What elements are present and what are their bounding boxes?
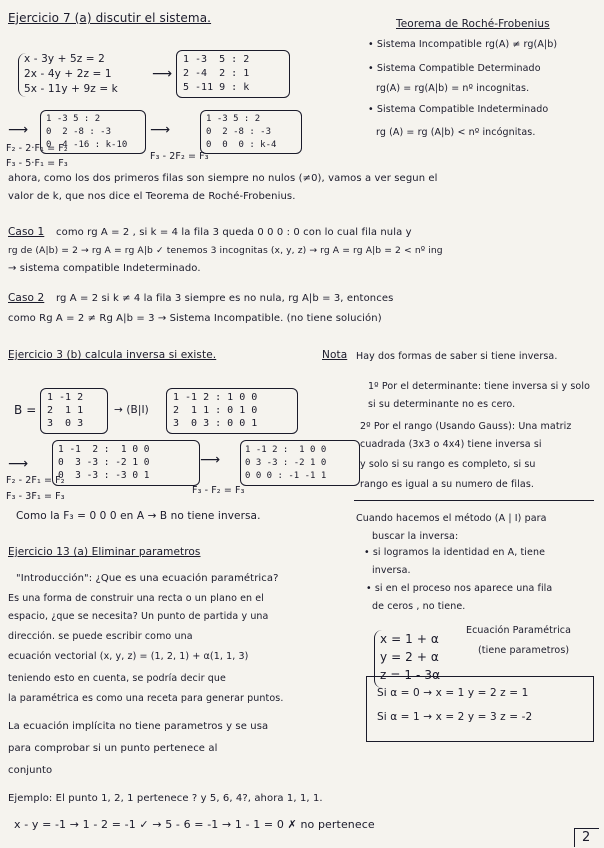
bi-label: → (B|I): [114, 404, 149, 416]
ex13-eq-note: (tiene parametros): [478, 645, 570, 656]
page-number-box: [574, 828, 599, 847]
caso-2-label: Caso 2: [8, 292, 45, 304]
ex3-note-line: si su determinante no es cero.: [368, 399, 516, 410]
row-op: F₃ - 3F₁ = F₃: [6, 491, 65, 502]
ex3-note-line: Cuando hacemos el método (A | I) para: [356, 513, 547, 524]
ex3-nota: Hay dos formas de saber si tiene inversa.: [356, 351, 558, 362]
ex13-line: teniendo esto en cuenta, se podría decir que: [8, 673, 226, 684]
ex13-eq: x = 1 + α: [380, 632, 439, 646]
divider: [354, 500, 594, 501]
page-number: 2: [582, 830, 591, 845]
ex3-note-line: y solo si su rango es completo, si su: [360, 459, 536, 470]
ex3-note-line: • si en el proceso nos aparece una fila: [366, 583, 553, 594]
arrow-icon: ⟶: [152, 66, 173, 82]
matrix-row: 0 3 -3 : -2 1 0: [245, 458, 327, 468]
ex13-line: La ecuación implícita no tiene parametros y se usa: [8, 721, 269, 732]
ex7-paragraph-line: valor de k, que nos dice el Teorema de Roché-Frobenius.: [8, 191, 296, 202]
matrix-row: 0 2 -8 : -3: [206, 127, 272, 137]
matrix-row: 1 -3 5 : 2: [183, 54, 250, 65]
ex13-substitution: Si α = 1 → x = 2 y = 3 z = -2: [377, 711, 533, 723]
matrix-row: 0 3 -3 : -3 0 1: [58, 470, 150, 481]
ex13-eq: y = 2 + α: [380, 650, 439, 664]
ex13-eq: z = 1 - 3α: [380, 668, 441, 682]
row-op: F₂ - 2F₁ = F₂: [6, 475, 65, 486]
ex13-line: la paramétrica es como una receta para generar puntos.: [8, 693, 284, 704]
matrix-row: 0 0 0 : k-4: [206, 140, 277, 150]
ex3-note-line: 1º Por el determinante: tiene inversa si y solo: [368, 381, 590, 392]
matrix-row: 3 0 3: [47, 418, 84, 429]
ex7-eq-3: 5x - 11y + 9z = k: [24, 83, 118, 95]
matrix-row: 1 -1 2 : 1 0 0: [58, 444, 150, 455]
ex7-title: Ejercicio 7 (a) discutir el sistema.: [8, 11, 212, 25]
caso-1-label: Caso 1: [8, 226, 45, 238]
matrix-row: 1 -3 5 : 2: [206, 114, 261, 124]
matrix-row: 2 1 1: [47, 405, 84, 416]
matrix-row: 0 4 -16 : k-10: [46, 140, 128, 150]
row-op: F₃ - 5·F₁ = F₃: [6, 158, 68, 169]
ex13-line: conjunto: [8, 765, 53, 776]
row-op: F₃ - F₂ = F₃: [192, 485, 245, 496]
ex13-final: x - y = -1 → 1 - 2 = -1 ✓ → 5 - 6 = -1 → 1 - 1 = 0 ✗ no pertenece: [14, 818, 375, 831]
arrow-icon: ⟶: [200, 452, 221, 468]
teorema-line: • Sistema Compatible Determinado: [368, 63, 541, 74]
caso-2-line: rg A = 2 si k ≠ 4 la fila 3 siempre es no nula, rg A|b = 3, entonces: [56, 293, 394, 304]
matrix-row: 0 2 -8 : -3: [46, 127, 112, 137]
ex3-note-line: buscar la inversa:: [372, 531, 459, 542]
ex3-conclusion: Como la F₃ = 0 0 0 en A → B no tiene inversa.: [16, 510, 261, 522]
ex3-note-line: 2º Por el rango (Usando Gauss): Una matriz: [360, 421, 572, 432]
caso-2-line: como Rg A = 2 ≠ Rg A|b = 3 → Sistema Incompatible. (no tiene solución): [8, 313, 382, 324]
caso-1-line: → sistema compatible Indeterminado.: [8, 263, 201, 274]
ex13-substitution-box: [366, 676, 594, 742]
caso-1-line: rg de (A|b) = 2 → rg A = rg A|b ✓ tenemos 3 incognitas (x, y, z) → rg A = rg A|b = 2 < nº ing: [8, 245, 443, 256]
matrix-b: [40, 388, 108, 434]
ex13-line: ecuación vectorial (x, y, z) = (1, 2, 1) + α(1, 1, 3): [8, 651, 249, 662]
matrix-bi-step-2: [52, 440, 200, 486]
matrix-row: 2 1 1 : 0 1 0: [173, 405, 258, 416]
ex13-line: espacio, ¿que se necesita? Un punto de partida y una: [8, 611, 269, 622]
ex13-line: para comprobar si un punto pertenece al: [8, 743, 218, 754]
caso-1-line: como rg A = 2 , si k = 4 la fila 3 queda 0 0 0 : 0 con lo cual fila nula y: [56, 227, 412, 238]
matrix-bi-step-3: [240, 440, 360, 486]
teorema-line: rg(A) = rg(A|b) = nº incognitas.: [376, 83, 530, 94]
ex3-note-line: rango es igual a su numero de filas.: [360, 479, 535, 490]
matrix-row: 0 3 -3 : -2 1 0: [58, 457, 150, 468]
matrix-row: 1 -1 2 : 1 0 0: [173, 392, 258, 403]
matrix-row: 1 -3 5 : 2: [46, 114, 101, 124]
row-op: F₃ - 2F₂ = F₃: [150, 151, 209, 162]
ex3-nota-label: Nota: [322, 349, 348, 361]
teorema-title: Teorema de Roché-Frobenius: [396, 18, 550, 30]
ex13-eq-title: Ecuación Paramétrica: [466, 625, 572, 636]
arrow-icon: ⟶: [150, 122, 171, 138]
matrix-row: 0 0 0 : -1 -1 1: [245, 471, 327, 481]
matrix-bi: [166, 388, 298, 434]
ex7-eq-2: 2x - 4y + 2z = 1: [24, 68, 112, 80]
ex13-title: Ejercicio 13 (a) Eliminar parametros: [8, 546, 201, 558]
ex13-line: dirección. se puede escribir como una: [8, 631, 193, 642]
ex3-title: Ejercicio 3 (b) calcula inversa si existe.: [8, 349, 217, 361]
matrix-row: 1 -1 2: [47, 392, 84, 403]
matrix-b-label: B =: [14, 403, 37, 417]
ex7-eq-1: x - 3y + 5z = 2: [24, 53, 105, 65]
ex7-paragraph-line: ahora, como los dos primeros filas son siempre no nulos (≠0), vamos a ver segun el: [8, 173, 438, 184]
matrix-row: 1 -1 2 : 1 0 0: [245, 445, 327, 455]
ex3-note-line: cuadrada (3x3 o 4x4) tiene inversa si: [360, 439, 542, 450]
ex3-note-line: • si logramos la identidad en A, tiene: [364, 547, 546, 558]
matrix-row: 3 0 3 : 0 0 1: [173, 418, 258, 429]
ex13-line: Es una forma de construir una recta o un plano en el: [8, 593, 264, 604]
arrow-icon: ⟶: [8, 456, 29, 472]
ex3-note-line: inversa.: [372, 565, 411, 576]
ex7-matrix-1: [176, 50, 290, 98]
ex13-example: Ejemplo: El punto 1, 2, 1 pertenece ? y 5, 6, 4?, ahora 1, 1, 1.: [8, 793, 323, 804]
ex7-system: [18, 53, 118, 97]
ex13-substitution: Si α = 0 → x = 1 y = 2 z = 1: [377, 687, 529, 699]
ex3-note-line: de ceros , no tiene.: [372, 601, 466, 612]
row-op: F₂ - 2·F₁ = F₂: [6, 143, 68, 154]
teorema-line: rg (A) = rg (A|b) < nº incógnitas.: [376, 127, 536, 138]
ex7-matrix-3: [200, 110, 302, 154]
arrow-icon: ⟶: [8, 122, 29, 138]
ex13-line: "Introducción": ¿Que es una ecuación paramétrica?: [16, 573, 279, 584]
teorema-line: • Sistema Compatible Indeterminado: [368, 104, 549, 115]
teorema-line: • Sistema Incompatible rg(A) ≠ rg(A|b): [368, 39, 558, 50]
matrix-row: 5 -11 9 : k: [183, 82, 250, 93]
matrix-row: 2 -4 2 : 1: [183, 68, 250, 79]
